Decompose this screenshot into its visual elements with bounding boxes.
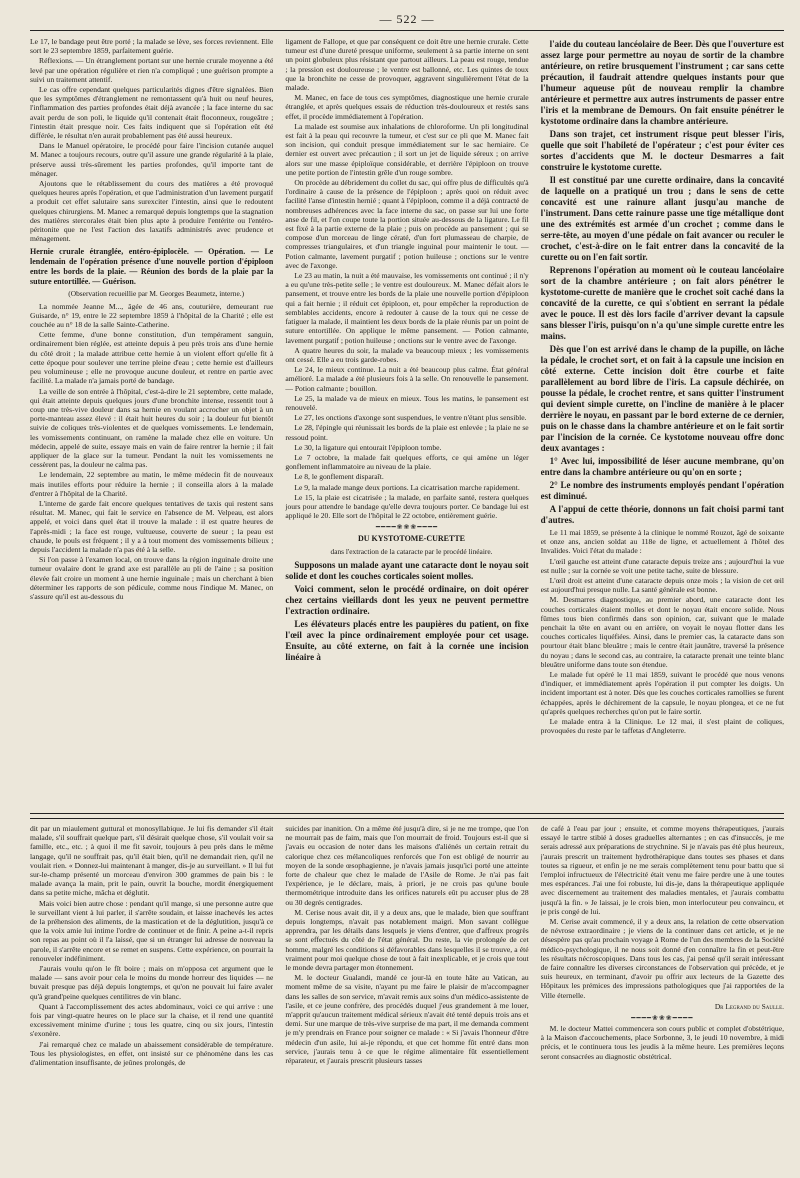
paragraph-lead: Voici comment, selon le procédé ordinaire, on doit opérer chez certains vieillards dont les yeux ne peuvent permettre l'extraction ordinaire. [285, 583, 529, 616]
column-4 [30, 824, 273, 1178]
paragraph: L'œil droit est atteint d'une cataracte depuis onze mois ; la vision de cet œil est aujourd'hui presque nulle. La santé générale est bonne. [540, 576, 784, 595]
paragraph: Le 11 mai 1859, se présente à la clinique le nommé Rouzot, âgé de soixante et onze ans, ancien soldat au 118e de ligne, et actuellement à l'hôtel des Invalides. Voici l'état du malade : [540, 528, 784, 556]
paragraph: Le 30, la ligature qui entourait l'épiploon tombe. [294, 442, 442, 452]
paragraph: L'œil gauche est atteint d'une cataracte depuis treize ans ; aujourd'hui la vue est nulle ; sur la cornée se voit une petite tache, suite de blessure. [540, 556, 784, 575]
column-3 [541, 37, 784, 809]
section-title: DU KYSTOTOME-CURETTE [357, 534, 466, 544]
paragraph: J'ai remarqué chez ce malade un abaissement considérable de température. Tous les physiologistes, en effet, ont insisté sur ce phénomène dans les cas d'alimentation insuffisante, de jeûnes prolongés, de [30, 1039, 274, 1068]
observation-credit: (Observation recueillie par M. Georges Beaumetz, interne.) [68, 289, 245, 299]
paragraph: de café à l'eau par jour ; ensuite, et comme moyens thérapeutiques, j'aurais essayé le tartre stibié à doses graduelles alternantes ; en cas d'insuccès, je me serais adressé aux préparations de strychnine. Si je n'avais pas été plus heureux, j'aurais prescrit un traitement hydrothérapique dans toutes ses phases et dans toutes sa rigueur, et enfin je ne me serais complètement tenu pour battu que si l'emploi infructueux de l'électricité était venu me faire perdre une à une toutes mes espérances. J'ai une foi robuste, lui dis-je, dans la thérapeutique appliquée avec discernement au traitement des maladies mentales, et j'aurais combattu jusqu'à la fin. » Je laissai, je le crois bien, mon interlocuteur peu convaincu, et je pris congé de lui. [540, 824, 784, 916]
ornament-divider: ━━━━❀❀❀━━━━ [631, 1014, 694, 1023]
paragraph: ligament de Fallope, et que par conséquent ce doit être une hernie crurale. Cette tumeur est d'une dureté presque uniforme, seulement à sa partie interne on sent un point globuleux plus résistant que partout ailleurs. La peau est rouge, tendue ; la pression est douloureuse ; le ventre est ballonné, etc. Les quintes de toux que la bronchite ne cesse de provoquer, aggravent singulièrement l'état de la malade. [285, 37, 529, 93]
paragraph: La veille de son entrée à l'hôpital, c'est-à-dire le 21 septembre, cette malade, qui était atteinte depuis quelques jours d'une bronchite intense, ressentit tout à coup une très-vive douleur dans sa hernie en voulant accrocher un objet à un porte-manteau assez élevé : il était huit heures du soir ; la douleur fut bientôt suivie de coliques très-violentes et de quelques vomissements. Le lendemain, les vomissements continuant, on ramène la malade chez elle en voiture. Un médecin, appelé de suite, essaye mais en vain de faire rentrer la hernie ; il fait appliquer de la glace sur la tumeur. Pendant la nuit les vomissements ne cessèrent pas, la douleur ne calma pas. [30, 386, 274, 470]
paragraph: Réflexions. — Un étranglement portant sur une hernie crurale moyenne a été levé par une opération régulière et rien n'a compliqué ; une guérison prompte a suivi un traitement attentif. [30, 56, 274, 84]
column-2 [285, 37, 528, 809]
paragraph: La nommée Jeanne M..., âgée de 46 ans, couturière, demeurant rue Guisarde, n° 19, entre le 22 septembre 1859 à l'hôpital de la Charité ; elle est couchée au n° 18 de la salle Sainte-Catherine. [30, 301, 274, 330]
bottom-section [30, 824, 784, 1178]
paragraph: Le malade fut opéré le 11 mai 1859, suivant le procédé que nous venons d'indiquer, et immédiatement après l'opération il put compter les doigts. Un incident important est à noter. Dès que les couches corticales ramollies se furent échappées, après le déchirement de la capsule, le noyau plongea, et ce ne fut qu'après quelques recherches qu'on put le faire sortir. [540, 670, 784, 716]
paragraph: M. Cerise avait commencé, il y a deux ans, la relation de cette observation de névrose extraordinaire ; je viens de la continuer dans cet article, et je ne désespère pas qu'au prochain voyage à Rome de l'un des membres de la Société médico-psychologique, il ne nous soit donné d'en connaître la fin et peut-être les résultats nécroscopiques. Dans tous les cas, j'ai pensé qu'il serait intéressant de faire connaître les diverses circonstances de l'observation qui précède, et je suis heureux, en terminant, d'avoir pu offrir aux lecteurs de la Gazette des Hôpitaux les prémices des impressions pathologiques que j'ai rapportées de la Ville éternelle. [540, 917, 784, 1000]
paragraph-lead: Supposons un malade ayant une cataracte dont le noyau soit solide et dont les couches corticales soient molles. [285, 559, 529, 581]
paragraph: Mais voici bien autre chose : pendant qu'il mange, si une personne autre que le surveillant vient à lui parler, il s'arrête soudain, et laisse inachevés les actes de la préhension des aliments, de la mastication et de la déglutition, jusqu'à ce que la voix amie lui intime l'ordre de continuer et de finir. A peine a-t-il repris son repas au point où il l'a laissé, que si un étranger lui adresse de nouveau la parole, il s'arrête encore et se remet en suspens. Cette expérience, on pourrait la renouveler indéfiniment. [30, 898, 274, 963]
paragraph: M. le docteur Gualandi, mandé ce jour-là en toute hâte au Vatican, au moment même de sa visite, n'ayant pu me faire le plaisir de m'accompagner dans les salles de son service, m'avait remis aux soins d'un médico-assistente de l'asile, et ce jeune confrère, des procédés duquel j'eus grandement à me louer, m'apprit qu'aucun traitement médical sérieux n'avait été tenté depuis trois ans et demi. Sur une marque de très-vive surprise de ma part, il me demanda comment je m'y prendrais en France pour soigner ce malade : « Si j'avais l'honneur d'être médecin d'un asile, lui ai-je répondu, et que cet homme fût entré dans mon service, j'aurais tenu à ce que le régime alimentaire fût essentiellement réparateur, et j'aurais prescrit plusieurs tasses [285, 973, 529, 1066]
paragraph: J'aurais voulu qu'on le fît boire ; mais on m'opposa cet argument que le malade — sans avoir pour cela le moins du monde horreur des liquides — ne buvait presque pas déjà depuis longtemps, et qu'on ne pouvait lui faire avaler qu'à grand'peine quelques centilitres de vin blanc. [30, 964, 274, 1001]
paragraph: M. Cerise nous avait dit, il y a deux ans, que le malade, bien que souffrant depuis longtemps, n'avait pas notablement maigri. Mon savant collègue apprendra, par les détails dans lesquels je viens d'entrer, que d'affreux progrès se sont effectués du côté de l'état général. Du reste, la vie prolongée de cet homme, malgré les conditions si défavorables dans lesquelles il se trouve, a été vraiment pour moi quelque chose de tout à fait inexplicable, et je crois que tout le monde devra partager mon étonnement. [285, 907, 529, 973]
paragraph: Le 24, le mieux continue. La nuit a été beaucoup plus calme. État général amélioré. La malade a été plusieurs fois à la selle. On renouvelle le pansement. — Potion calmante ; bouillon. [285, 365, 529, 393]
paragraph-lead: 1° Avec lui, impossibilité de léser aucune membrane, qu'on entre dans la chambre antérieure ou qu'on en sorte ; [540, 456, 784, 477]
paragraph: Ajoutons que le rétablissement du cours des matières a été provoqué quelques heures après l'opération, et que l'administration d'un lavement purgatif a produit cet effet salutaire sans surexciter l'intestin, ainsi que le redoutent quelques chirurgiens. M. Manec a remarqué depuis longtemps que la stagnation des matières stercorales était bien plus apte à produire l'entérite ou l'entéro-péritonite que ne l'est l'action des laxatifs administrés avec prudence et ménagement. [30, 179, 274, 244]
paragraph-lead: 2° Le nombre des instruments employés pendant l'opération est diminué. [540, 480, 784, 501]
paragraph-lead: Il est constitué par une curette ordinaire, dans la concavité de laquelle on a pratiqué un trou ; dans le sens de cette concavité est une rainure allant jusqu'au manche de l'instrument. Dans cette rainure passe une tige métallique dont une des extrémités est armée d'un crochet ; comme dans le serre-tête, au moyen d'une pédale on fait avancer ou reculer le crochet, c'est-à-dire on le fait entrer dans la concavité de la curette ou on l'en fait sortir. [540, 175, 784, 262]
column-1 [30, 37, 273, 809]
paragraph: Le malade entra à la Clinique. Le 12 mai, il s'est plaint de coliques, provoquées du reste par le taffetas d'Angleterre. [540, 717, 784, 736]
article-heading: Hernie crurale étranglée, entéro-épiplocèle. — Opération. — Le lendemain de l'opération présence d'une nouvelle portion d'épiploon entre les bords de la plaie. — Réunion des bords de la plaie par la suture entortillée. — Guérison. [30, 247, 274, 287]
paragraph: A quatre heures du soir, la malade va beaucoup mieux ; les vomissements ont cessé. Elle a eu trois garde-robes. [285, 345, 529, 364]
paragraph-lead: Dans son trajet, cet instrument risque peut blesser l'iris, quelle que soit l'habileté de l'opérateur ; c'est pour éviter ces sortes d'accidents que M. le docteur Desmarres a fait construire le kystotome curette. [540, 129, 784, 172]
paragraph: M. Desmarres diagnostique, au premier abord, une cataracte dont les couches corticales étaient molles et dont le noyau était encore solide. Nous fûmes tous bien confirmés dans son opinion, car, suivant que le malade penchait la tête en avant ou en arrière, on voyait le noyau flotter dans les couches corticales liquéfiées. Ainsi, dans le premier cas, la cataracte dans son pourtour était blanc bleuâtre ; mais le centre était jaunâtre, traversé la présence du noyau ; dans le second cas, au contraire, la cataracte prenait une teinte blanc bleuâtre uniforme dans toute son étendue. [540, 595, 784, 669]
paragraph-lead: Les élévateurs placés entre les paupières du patient, on fixe l'œil avec la pince ordinairement employée pour cet usage. Ensuite, au côté externe, on fait à la cornée une incision linéaire à [285, 618, 529, 662]
section-separator [30, 813, 784, 819]
column-6 [541, 824, 784, 1178]
paragraph: Le 23 au matin, la nuit a été mauvaise, les vomissements ont continué ; il n'y a eu qu'une très-petite selle ; le ventre est douloureux. M. Manec défait alors le pansement, et trouve entre les bords de la plaie une nouvelle portion d'épiploon qui a fait hernie ; il réduit cet épiploon, et, pour empêcher la reproduction de semblables accidents, encore à redouter à cause de la toux qui ne cesse de fatiguer la malade, il maintient les deux bords de la plaie réunis par un point de suture entortillée. On applique le même pansement. — Potion calmante, lavement purgatif ; potion huileuse ; onctions sur le ventre avec de l'axonge. [285, 271, 529, 345]
paragraph-lead: l'aide du couteau lancéolaire de Beer. Dès que l'ouverture est assez large pour permettre au noyau de sortir de la chambre antérieure, on retire brusquement l'instrument ; car sans cette précaution, il faudrait attendre quelques instants pour que l'humeur aqueuse pût de nouveau remplir la chambre antérieure et permettre aux autres instruments de passer entre l'iris et la membrane de Demours. On fait ensuite pénétrer le kystotome ordinaire dans la chambre antérieure. [540, 39, 784, 126]
paragraph-lead: A l'appui de cette théorie, donnons un fait choisi parmi tant d'autres. [540, 504, 784, 525]
paragraph: Dans le Manuel opératoire, le procédé pour faire l'incision cutanée auquel M. Manec a toujours recours, outre qu'il assure une grande régularité à la plaie, préserve aussi très-sûrement les parties profondes, qu'il importe tant de ménager. [30, 141, 274, 178]
paragraph: M. Manec, en face de tous ces symptômes, diagnostique une hernie crurale étranglée, et après quelques essais de réduction très-douloureux et restés sans effet, il procède immédiatement à l'opération. [285, 93, 529, 121]
paragraph: Le cas offre cependant quelques particularités dignes d'être signalées. Bien que les symptômes d'étranglement ne remontassent qu'à huit ou neuf heures, l'inflammation des parties profondes était déjà avancée ; la face interne du sac avait perdu de son poli, le liquide qu'il contenait était floconneux, rougeâtre ; l'intestin était presque noir. Ces faits indiquent que si l'opération eût été différée, le résultat n'en aurait probablement pas été aussi heureux. [30, 85, 274, 141]
paragraph: Le 7 octobre, la malade fait quelques efforts, ce qui amène un léger gonflement inflammatoire au niveau de la plaie. [285, 452, 529, 472]
paragraph: Quant à l'accomplissement des actes abdominaux, voici ce qui arrive : une fois par vingt-quatre heures on le place sur la chaise, et il rend une quantité excessivement minime d'urine ; tous les quatre, cinq ou six jours, l'intestin s'exonère. [30, 1001, 274, 1039]
paragraph: suicides par inanition. On a même été jusqu'à dire, si je ne me trompe, que l'on ne mourrait pas de faim, mais que l'on mourrait de froid. Toujours est-il que si j'avais eu occasion de noter dans les maisons d'aliénés un certain retrait du calorique chez ces mélancoliques renforcés que l'on est obligé de nourrir au moyen de la sonde œsophagienne, je n'avais jamais jusqu'ici porté une atteinte forte de chaleur que chez le malade de l'Asile de Rome. Je n'ai pas fait l'expérience, je le déclare, mais, à priori, je ne crois pas qu'une boule thermométrique introduite dans les orifices naturels eût pu accuser plus de 28 ou 30 degrés centigrades. [285, 824, 529, 907]
paragraph: Le 9, la malade mange deux portions. La cicatrisation marche rapidement. [294, 482, 520, 492]
section-subtitle: dans l'extraction de la cataracte par le procédé linéaire. [330, 547, 493, 557]
paragraph-lead: Dès que l'on est arrivé dans le champ de la pupille, on lâche la pédale, le crochet sort, et on fait à la capsule une incision en côté externe. Cette incision doit être courbe et faite parallèlement au bord libre de l'iris. La capsule déchirée, on pousse la pédale, le crochet rentre, et sans quitter l'instrument qui devient simple curette, on l'incline de manière à le placer derrière le noyau, en passant par le bord externe de ce dernier, puis on le chasse dans la chambre antérieure et on le fait sortir par l'incision de la cornée. Ce kystotome nouveau offre donc deux avantages : [540, 344, 784, 453]
header-rule [30, 30, 784, 31]
paragraph: Si l'on passe à l'examen local, on trouve dans la région inguinale droite une tumeur ovalaire dont le grand axe est parallèle au pli de l'aine ; sa position élevée fait croire un moment à une hernie inguinale ; mais un cherchant à bien déterminer les rapports de son pédicule, comme nous l'indique M. Manec, on s'assure qu'il est au-dessous du [30, 555, 274, 601]
paragraph: Le 28, l'épingle qui réunissait les bords de la plaie est enlevée ; la plaie ne se ressoud point. [285, 423, 529, 442]
paragraph: Cette femme, d'une bonne constitution, d'un tempérament sanguin, ordinairement bien réglée, est atteinte depuis à peu près trois ans d'une hernie du côté droit ; la malade attribue cette hernie à un violent effort qu'elle fit à cette époque pour soulever une terrine pleine d'eau ; cette hernie est d'ailleurs peu volumineuse ; elle ne provoque aucune douleur, et rentre en partie avec facilité. La malade n'a jamais porté de bandage. [30, 330, 274, 386]
page-number: — 522 — [379, 12, 435, 26]
ornament-divider: ━━━━❀❀❀━━━━ [375, 523, 439, 532]
top-section [30, 37, 784, 809]
paragraph: Le 8, le gonflement disparaît. [294, 472, 384, 482]
paragraph: La malade est soumise aux inhalations de chloroforme. Un pli longitudinal est fait à la peau qui recouvre la tumeur, et c'est sur ce pli que M. Manec fait son incision, qui conduit presque immédiatement sur le sac herniaire. Ce dernier est ouvert avec précaution ; il sort un jet de liquide séreux ; on arrive alors sur une masse épiploïque considérable, et derrière l'épiploon on trouve une petite portion de l'intestin grêle d'un rouge sombre. [285, 121, 529, 177]
paragraph: dit par un miaulement guttural et monosyllabique. Je lui fis demander s'il était malade, s'il souffrait quelque part, s'il désirait quelque chose, s'il voulait voir sa famille, etc., etc. ; à quoi il me fit savoir, toujours à peu près dans le même langage, qu'il ne souffrait pas, qu'il était bien, qu'il ne demandait rien, qu'il ne voulait rien. « Donnez-lui maintenant à manger, dis-je au surveillant. » Il lui fut sur-le-champ présenté un morceau d'environ 300 grammes de pain bis : le malade avança la main, prit le pain, ouvrit la bouche, mordit énergiquement dans sa petite miche, mâcha et déglutit. [30, 824, 274, 898]
paragraph: Le 27, les onctions d'axonge sont suspendues, le ventre n'étant plus sensible. [294, 413, 527, 423]
paragraph: Le lendemain, 22 septembre au matin, le même médecin fit de nouveaux mais inutiles efforts pour réduire la hernie ; il conseilla alors à la malade d'entrer à l'hôpital de la Charité. [30, 470, 274, 498]
column-5 [285, 824, 528, 1178]
paragraph: Le 25, la malade va de mieux en mieux. Tous les matins, le pansement est renouvelé. [285, 393, 529, 412]
author-signature: Dr Legrand du Saulle. [714, 1001, 784, 1011]
paragraph: M. le docteur Mattei commencera son cours public et complet d'obstétrique, à la Maison d'accouchements, place Sorbonne, 3, le jeudi 10 novembre, à midi précis, et le continuera tous les jeudis à la même heure. Les premières leçons seront consacrées au diagnostic obstétrical. [540, 1024, 784, 1061]
paragraph: L'interne de garde fait encore quelques tentatives de taxis qui restent sans résultat. M. Manec, qui fait le service en l'absence de M. Velpeau, est alors appelé, et voici dans quel état il trouve la malade : il est quatre heures de l'après-midi ; la face est rouge, vultueuse, couverte de sueur ; la peau est chaude, le pouls est fréquent ; il y a à tout moment des vomissements bilieux ; depuis l'accident la malade n'a pas été à la selle. [30, 498, 274, 554]
paragraph-lead: Reprenons l'opération au moment où le couteau lancéolaire sort de la chambre antérieure ; on fait alors pénétrer le kystotome-curette de manière que le crochet soit caché dans la concavité de la curette, ce qui s'obtient en serrant la pédale avec le pouce. Il est dès lors facile d'arriver devant la capsule sans blesser l'iris, puisqu'on n'a qu'une simple curette entre les mains. [540, 265, 784, 341]
paragraph: Le 15, la plaie est cicatrisée ; la malade, en parfaite santé, restera quelques jours pour attendre le bandage qu'elle devra toujours porter. Ce bandage lui est appliqué le 20. Elle sort de l'hôpital le 22 octobre, entièrement guérie. [285, 492, 529, 521]
paragraph: Le 17, le bandage peut être porté ; la malade se lève, ses forces reviennent. Elle sort le 23 septembre 1859, parfaitement guérie. [30, 37, 274, 56]
paragraph: On procède au débridement du collet du sac, qui offre plus de difficultés qu'à l'ordinaire à cause de la présence de l'épiploon ; après quoi on réduit avec facilité l'anse d'intestin hernié ; quant à l'épiploon, comme il a déjà contracté de nombreuses adhérences avec la face interne du sac, on passe sur lui une forte anse de fil, et l'on coupe toute la portion située au-dessous de la ligature. Le fil est fixé à la partie externe de la plaie ; puis on procède au pansement ; qui se compose d'un morceau de linge cératé, d'un fort plumasseau de charpie, de compresses triangulaires, et d'un triangle inguinal pour maintenir le tout. — Potion calmante, lavement purgatif ; potion huileuse ; onctions sur le ventre avec de l'axonge. [285, 178, 529, 270]
